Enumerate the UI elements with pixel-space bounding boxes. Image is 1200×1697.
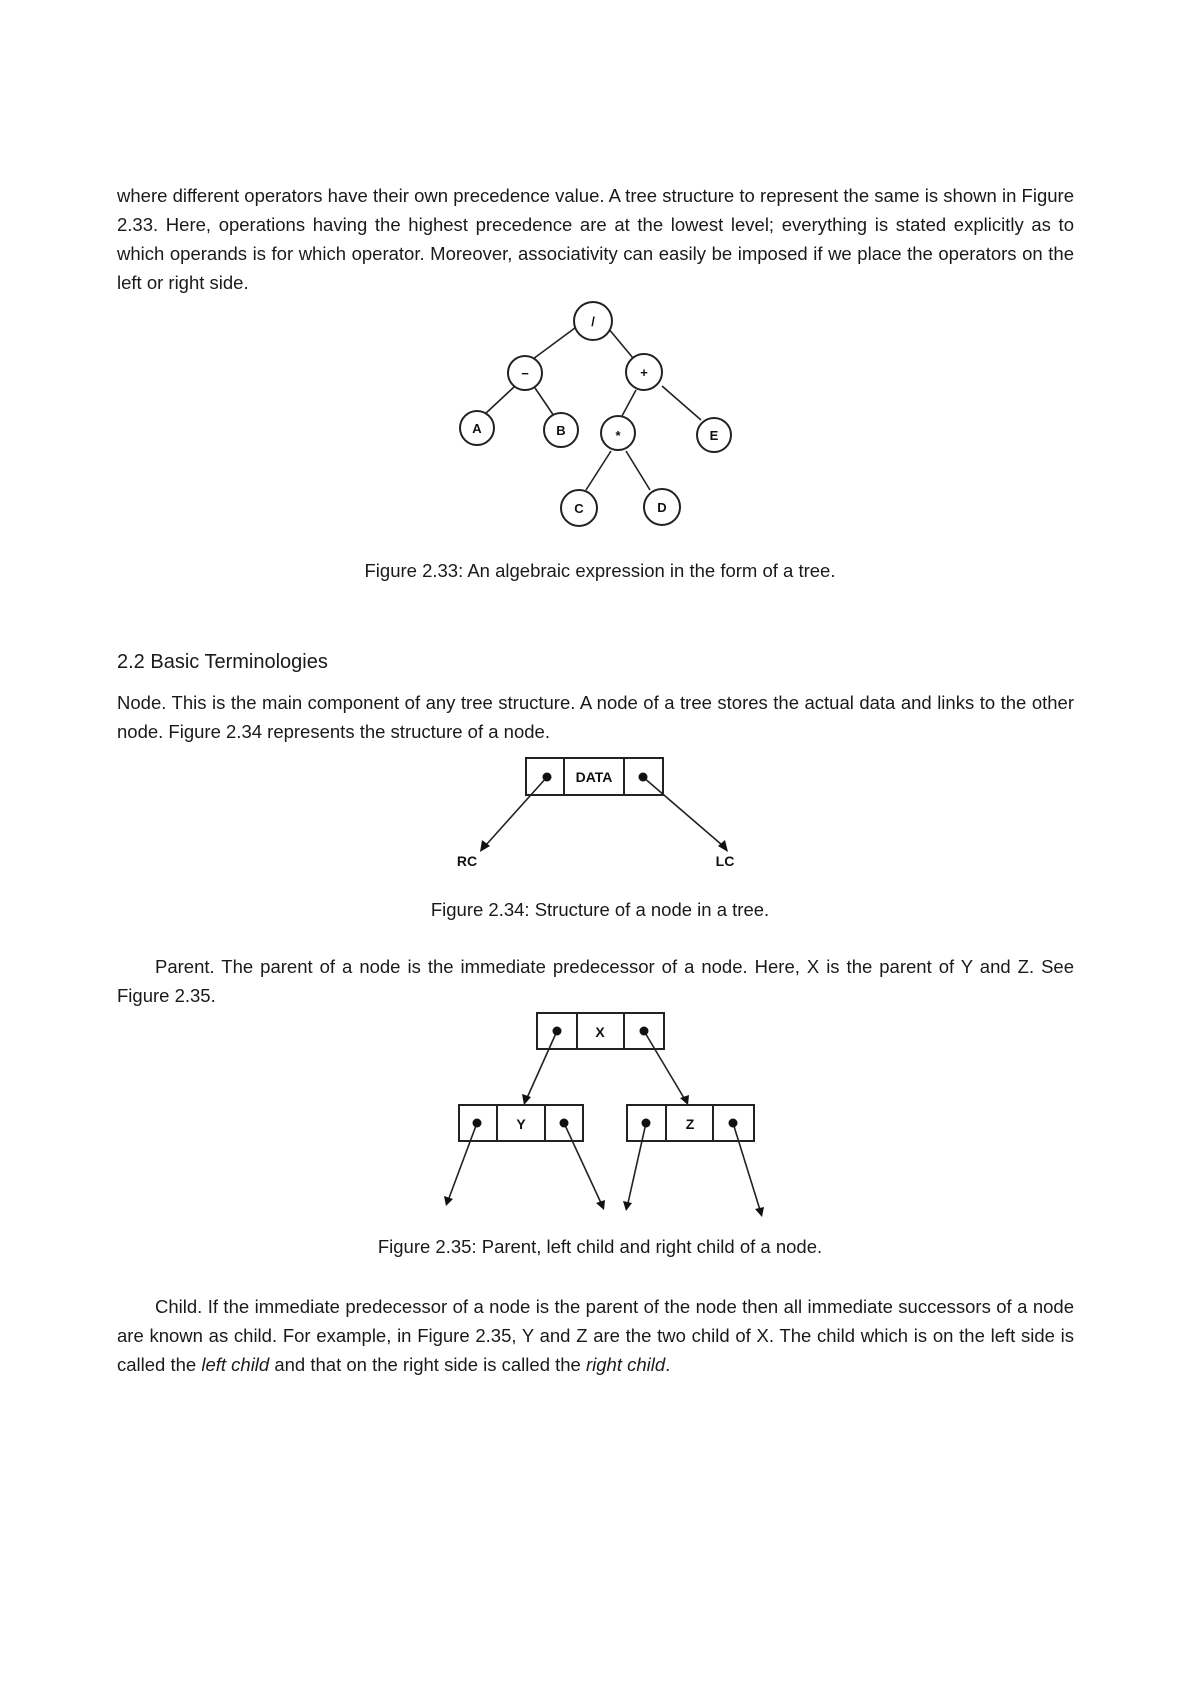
- y-right-arrowhead: [596, 1200, 605, 1210]
- x-left-pointer-dot: [553, 1027, 562, 1036]
- child-paragraph-text-1: Child. If the immediate predecessor of a node is the parent of the node then all immediate successors of a node are known as child. For example, in Figure 2.35, Y and Z are the two child of X. The child which is on the left side is called the: [117, 1296, 1074, 1375]
- left-child-term: left child: [201, 1354, 270, 1375]
- y-left-pointer-dot: [473, 1119, 482, 1128]
- y-left-link: [449, 1123, 477, 1198]
- parent-paragraph: Parent. The parent of a node is the immediate predecessor of a node. Here, X is the parent of Y and Z. See Figure 2.35.: [117, 956, 1074, 1006]
- edge-times-c: [586, 451, 611, 490]
- z-left-link: [628, 1123, 646, 1203]
- right-child-term: right child: [585, 1354, 666, 1375]
- rc-pointer-dot: [543, 773, 552, 782]
- tree-node-a-label: A: [472, 421, 482, 436]
- x-right-arrowhead: [680, 1095, 689, 1105]
- y-left-arrowhead: [444, 1196, 453, 1206]
- lc-pointer-dot: [639, 773, 648, 782]
- z-right-arrowhead: [755, 1207, 764, 1217]
- edge-plus-e: [662, 386, 701, 420]
- data-field-label: DATA: [575, 769, 613, 785]
- expression-tree-figure: [0, 290, 1200, 540]
- x-left-link: [527, 1031, 557, 1098]
- rc-link-line: [486, 777, 547, 845]
- child-paragraph: [117, 1292, 1074, 1379]
- child-paragraph-text-3: .: [665, 1354, 671, 1375]
- edge-minus-b: [535, 388, 554, 416]
- x-left-arrowhead: [522, 1094, 531, 1105]
- z-right-link: [733, 1123, 760, 1210]
- z-left-pointer-dot: [642, 1119, 651, 1128]
- tree-node-times-label: *: [615, 428, 621, 443]
- y-right-pointer-dot: [560, 1119, 569, 1128]
- lc-link-line: [643, 777, 722, 845]
- lc-label: LC: [715, 853, 735, 869]
- rc-label: RC: [456, 853, 478, 869]
- tree-node-b-label: B: [556, 423, 566, 438]
- figure-2-33-caption: Figure 2.33: An algebraic expression in the form of a tree.: [364, 560, 836, 581]
- z-right-pointer-dot: [729, 1119, 738, 1128]
- tree-node-e-label: E: [709, 428, 719, 443]
- figure-2-34-caption: Figure 2.34: Structure of a node in a tree.: [430, 899, 770, 920]
- tree-node-c-label: C: [574, 501, 584, 516]
- z-left-arrowhead: [623, 1201, 632, 1211]
- tree-node-plus-label: +: [640, 365, 648, 380]
- figure-2-35-caption: Figure 2.35: Parent, left child and right child of a node.: [377, 1236, 823, 1257]
- child-paragraph-text-2: and that on the right side is called the: [269, 1354, 586, 1375]
- z-label: Z: [685, 1116, 695, 1132]
- node-paragraph: Node. This is the main component of any tree structure. A node of a tree stores the actual data and links to the other node. Figure 2.34 represents the structure of a node.: [117, 692, 1074, 742]
- tree-node-minus-label: −: [521, 366, 529, 381]
- node-structure-figure: [0, 750, 1200, 870]
- parent-children-figure: [0, 1005, 1200, 1220]
- edge-plus-times: [622, 390, 636, 416]
- edge-times-d: [626, 451, 650, 490]
- section-heading: 2.2 Basic Terminologies: [117, 651, 328, 673]
- tree-node-root-label: /: [591, 314, 595, 329]
- x-label: X: [595, 1024, 605, 1040]
- intro-paragraph: where different operators have their own precedence value. A tree structure to represent the same is shown in Figure 2.33. Here, operations having the highest precedence are at the lowest level; everything is stated explicitly as to which operands is for which operator. Moreover, associativity can easily be imposed if we place the operators on the left or right side.: [117, 185, 1074, 293]
- tree-node-d-label: D: [657, 500, 667, 515]
- x-right-pointer-dot: [640, 1027, 649, 1036]
- edge-minus-a: [485, 387, 514, 414]
- y-label: Y: [516, 1116, 526, 1132]
